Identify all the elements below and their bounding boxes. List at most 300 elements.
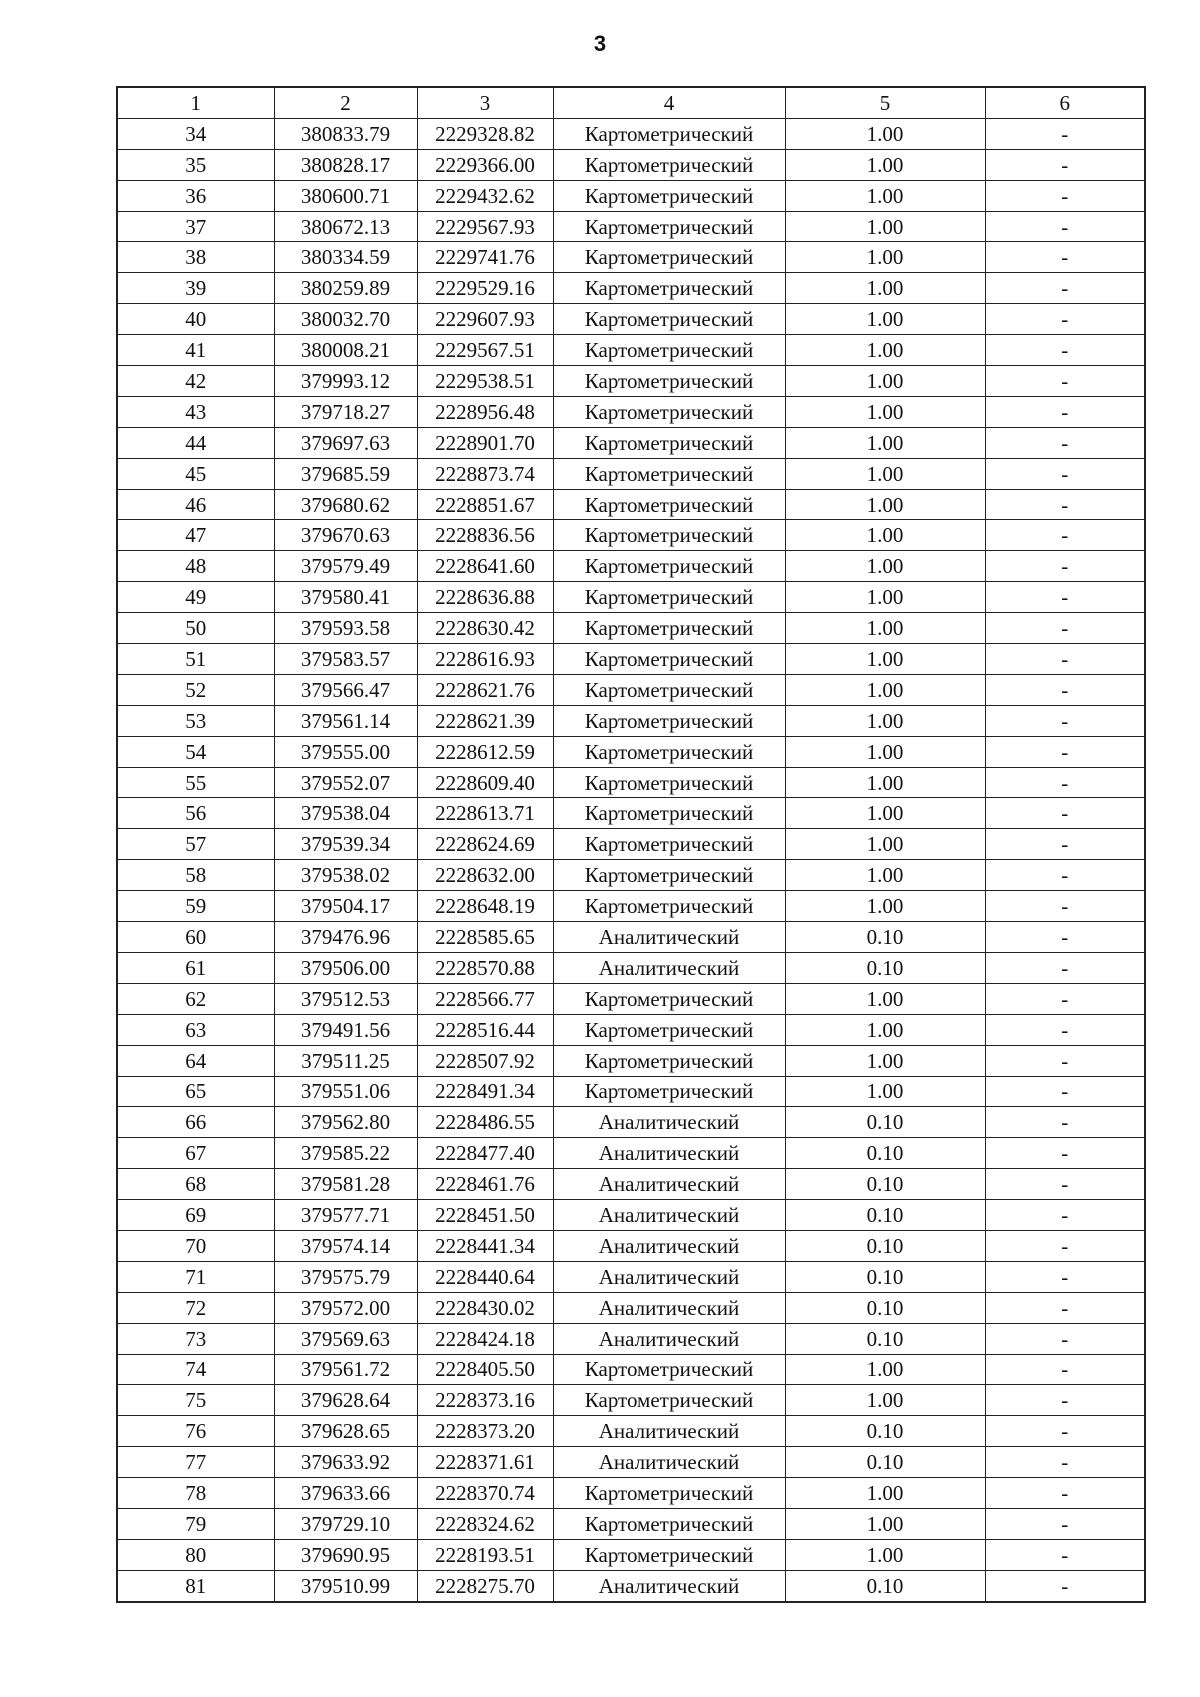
description-cell: - (985, 1323, 1145, 1354)
accuracy-cell: 1.00 (785, 366, 985, 397)
y-coordinate-cell: 2228461.76 (417, 1169, 553, 1200)
method-cell: Картометрический (553, 489, 785, 520)
accuracy-cell: 1.00 (785, 860, 985, 891)
description-cell: - (985, 644, 1145, 675)
method-cell: Картометрический (553, 582, 785, 613)
method-cell: Картометрический (553, 1014, 785, 1045)
x-coordinate-cell: 379574.14 (274, 1230, 417, 1261)
point-number-cell: 47 (117, 520, 274, 551)
accuracy-cell: 1.00 (785, 458, 985, 489)
x-coordinate-cell: 379561.72 (274, 1354, 417, 1385)
accuracy-cell: 0.10 (785, 1138, 985, 1169)
table-row (117, 1447, 1145, 1478)
accuracy-cell: 0.10 (785, 1230, 985, 1261)
x-coordinate-cell: 379491.56 (274, 1014, 417, 1045)
x-coordinate-cell: 379538.02 (274, 860, 417, 891)
description-cell: - (985, 1076, 1145, 1107)
y-coordinate-cell: 2228451.50 (417, 1200, 553, 1231)
description-cell: - (985, 1447, 1145, 1478)
x-coordinate-cell: 380600.71 (274, 180, 417, 211)
table-row (117, 674, 1145, 705)
y-coordinate-cell: 2228901.70 (417, 427, 553, 458)
description-cell: - (985, 458, 1145, 489)
y-coordinate-cell: 2228566.77 (417, 983, 553, 1014)
method-cell: Картометрический (553, 1045, 785, 1076)
accuracy-cell: 1.00 (785, 798, 985, 829)
x-coordinate-cell: 379555.00 (274, 736, 417, 767)
method-cell: Картометрический (553, 1354, 785, 1385)
point-number-cell: 53 (117, 705, 274, 736)
x-coordinate-cell: 379512.53 (274, 983, 417, 1014)
point-number-cell: 80 (117, 1539, 274, 1570)
accuracy-cell: 1.00 (785, 674, 985, 705)
x-coordinate-cell: 379690.95 (274, 1539, 417, 1570)
table-row (117, 1416, 1145, 1447)
y-coordinate-cell: 2228585.65 (417, 922, 553, 953)
x-coordinate-cell: 379580.41 (274, 582, 417, 613)
y-coordinate-cell: 2229366.00 (417, 149, 553, 180)
y-coordinate-cell: 2228613.71 (417, 798, 553, 829)
method-cell: Аналитический (553, 1138, 785, 1169)
accuracy-cell: 1.00 (785, 520, 985, 551)
table-row (117, 1508, 1145, 1539)
table-row (117, 1230, 1145, 1261)
accuracy-cell: 0.10 (785, 1570, 985, 1601)
accuracy-cell: 1.00 (785, 1076, 985, 1107)
method-cell: Картометрический (553, 705, 785, 736)
method-cell: Картометрический (553, 149, 785, 180)
method-cell: Аналитический (553, 1447, 785, 1478)
y-coordinate-cell: 2228275.70 (417, 1570, 553, 1601)
point-number-cell: 69 (117, 1200, 274, 1231)
table-body (117, 118, 1145, 1601)
x-coordinate-cell: 379561.14 (274, 705, 417, 736)
table-row (117, 1200, 1145, 1231)
accuracy-cell: 1.00 (785, 613, 985, 644)
method-cell: Картометрический (553, 1385, 785, 1416)
x-coordinate-cell: 379633.92 (274, 1447, 417, 1478)
description-cell: - (985, 1508, 1145, 1539)
table-row (117, 1478, 1145, 1509)
accuracy-cell: 1.00 (785, 983, 985, 1014)
x-coordinate-cell: 379572.00 (274, 1292, 417, 1323)
point-number-cell: 38 (117, 242, 274, 273)
description-cell: - (985, 304, 1145, 335)
method-cell: Картометрический (553, 551, 785, 582)
accuracy-cell: 0.10 (785, 1323, 985, 1354)
method-cell: Картометрический (553, 1076, 785, 1107)
description-cell: - (985, 829, 1145, 860)
y-coordinate-cell: 2228324.62 (417, 1508, 553, 1539)
y-coordinate-cell: 2229538.51 (417, 366, 553, 397)
y-coordinate-cell: 2228873.74 (417, 458, 553, 489)
header-cell-6: 6 (985, 87, 1145, 118)
description-cell: - (985, 582, 1145, 613)
accuracy-cell: 0.10 (785, 1200, 985, 1231)
x-coordinate-cell: 379510.99 (274, 1570, 417, 1601)
description-cell: - (985, 149, 1145, 180)
accuracy-cell: 1.00 (785, 211, 985, 242)
x-coordinate-cell: 379583.57 (274, 644, 417, 675)
y-coordinate-cell: 2228836.56 (417, 520, 553, 551)
point-number-cell: 65 (117, 1076, 274, 1107)
description-cell: - (985, 736, 1145, 767)
table-row (117, 1014, 1145, 1045)
description-cell: - (985, 335, 1145, 366)
point-number-cell: 56 (117, 798, 274, 829)
description-cell: - (985, 366, 1145, 397)
table-row (117, 1169, 1145, 1200)
y-coordinate-cell: 2228648.19 (417, 891, 553, 922)
table-header (117, 87, 1145, 118)
x-coordinate-cell: 379562.80 (274, 1107, 417, 1138)
description-cell: - (985, 273, 1145, 304)
method-cell: Картометрический (553, 798, 785, 829)
description-cell: - (985, 1478, 1145, 1509)
method-cell: Картометрический (553, 427, 785, 458)
table-row (117, 644, 1145, 675)
y-coordinate-cell: 2228373.16 (417, 1385, 553, 1416)
y-coordinate-cell: 2228424.18 (417, 1323, 553, 1354)
table-row (117, 180, 1145, 211)
y-coordinate-cell: 2229529.16 (417, 273, 553, 304)
table-row (117, 1323, 1145, 1354)
point-number-cell: 77 (117, 1447, 274, 1478)
table-row (117, 1138, 1145, 1169)
description-cell: - (985, 1570, 1145, 1601)
table-row (117, 335, 1145, 366)
point-number-cell: 46 (117, 489, 274, 520)
y-coordinate-cell: 2228491.34 (417, 1076, 553, 1107)
point-number-cell: 48 (117, 551, 274, 582)
point-number-cell: 66 (117, 1107, 274, 1138)
header-cell-1: 1 (117, 87, 274, 118)
y-coordinate-cell: 2228570.88 (417, 952, 553, 983)
description-cell: - (985, 551, 1145, 582)
description-cell: - (985, 1416, 1145, 1447)
accuracy-cell: 0.10 (785, 1261, 985, 1292)
description-cell: - (985, 180, 1145, 211)
method-cell: Картометрический (553, 674, 785, 705)
x-coordinate-cell: 379575.79 (274, 1261, 417, 1292)
description-cell: - (985, 1107, 1145, 1138)
accuracy-cell: 1.00 (785, 736, 985, 767)
x-coordinate-cell: 380008.21 (274, 335, 417, 366)
x-coordinate-cell: 380032.70 (274, 304, 417, 335)
table-row (117, 613, 1145, 644)
description-cell: - (985, 1385, 1145, 1416)
accuracy-cell: 1.00 (785, 644, 985, 675)
table-row (117, 427, 1145, 458)
point-number-cell: 35 (117, 149, 274, 180)
table-row (117, 1045, 1145, 1076)
table-row (117, 798, 1145, 829)
table-row (117, 1076, 1145, 1107)
accuracy-cell: 1.00 (785, 767, 985, 798)
header-cell-3: 3 (417, 87, 553, 118)
accuracy-cell: 1.00 (785, 1508, 985, 1539)
point-number-cell: 60 (117, 922, 274, 953)
accuracy-cell: 1.00 (785, 1478, 985, 1509)
method-cell: Аналитический (553, 1200, 785, 1231)
x-coordinate-cell: 379538.04 (274, 798, 417, 829)
header-row (117, 87, 1145, 118)
table-row (117, 1107, 1145, 1138)
x-coordinate-cell: 379593.58 (274, 613, 417, 644)
x-coordinate-cell: 379685.59 (274, 458, 417, 489)
point-number-cell: 70 (117, 1230, 274, 1261)
method-cell: Аналитический (553, 1292, 785, 1323)
method-cell: Картометрический (553, 366, 785, 397)
table-row (117, 983, 1145, 1014)
accuracy-cell: 1.00 (785, 1354, 985, 1385)
point-number-cell: 72 (117, 1292, 274, 1323)
page-number: 3 (593, 31, 607, 56)
method-cell: Картометрический (553, 242, 785, 273)
point-number-cell: 51 (117, 644, 274, 675)
description-cell: - (985, 211, 1145, 242)
y-coordinate-cell: 2228430.02 (417, 1292, 553, 1323)
description-cell: - (985, 118, 1145, 149)
x-coordinate-cell: 379718.27 (274, 396, 417, 427)
table-row (117, 396, 1145, 427)
x-coordinate-cell: 379577.71 (274, 1200, 417, 1231)
method-cell: Аналитический (553, 1230, 785, 1261)
accuracy-cell: 1.00 (785, 335, 985, 366)
point-number-cell: 55 (117, 767, 274, 798)
point-number-cell: 52 (117, 674, 274, 705)
description-cell: - (985, 520, 1145, 551)
table-row (117, 273, 1145, 304)
y-coordinate-cell: 2228636.88 (417, 582, 553, 613)
accuracy-cell: 1.00 (785, 1539, 985, 1570)
y-coordinate-cell: 2228516.44 (417, 1014, 553, 1045)
description-cell: - (985, 922, 1145, 953)
point-number-cell: 79 (117, 1508, 274, 1539)
x-coordinate-cell: 379539.34 (274, 829, 417, 860)
description-cell: - (985, 1261, 1145, 1292)
accuracy-cell: 1.00 (785, 304, 985, 335)
description-cell: - (985, 767, 1145, 798)
table-row (117, 829, 1145, 860)
description-cell: - (985, 1354, 1145, 1385)
description-cell: - (985, 983, 1145, 1014)
method-cell: Аналитический (553, 1570, 785, 1601)
method-cell: Картометрический (553, 736, 785, 767)
description-cell: - (985, 798, 1145, 829)
method-cell: Картометрический (553, 1478, 785, 1509)
x-coordinate-cell: 379729.10 (274, 1508, 417, 1539)
method-cell: Картометрический (553, 891, 785, 922)
point-number-cell: 81 (117, 1570, 274, 1601)
x-coordinate-cell: 379680.62 (274, 489, 417, 520)
table-row (117, 860, 1145, 891)
point-number-cell: 42 (117, 366, 274, 397)
point-number-cell: 67 (117, 1138, 274, 1169)
table-row (117, 1385, 1145, 1416)
accuracy-cell: 0.10 (785, 1107, 985, 1138)
method-cell: Аналитический (553, 952, 785, 983)
table-row (117, 1354, 1145, 1385)
accuracy-cell: 1.00 (785, 829, 985, 860)
x-coordinate-cell: 379552.07 (274, 767, 417, 798)
accuracy-cell: 1.00 (785, 1014, 985, 1045)
table-row (117, 520, 1145, 551)
table-row (117, 767, 1145, 798)
x-coordinate-cell: 379585.22 (274, 1138, 417, 1169)
point-number-cell: 39 (117, 273, 274, 304)
point-number-cell: 59 (117, 891, 274, 922)
accuracy-cell: 0.10 (785, 1447, 985, 1478)
point-number-cell: 34 (117, 118, 274, 149)
y-coordinate-cell: 2228371.61 (417, 1447, 553, 1478)
y-coordinate-cell: 2228486.55 (417, 1107, 553, 1138)
accuracy-cell: 1.00 (785, 582, 985, 613)
point-number-cell: 74 (117, 1354, 274, 1385)
x-coordinate-cell: 379993.12 (274, 366, 417, 397)
coordinates-table (116, 86, 1146, 1603)
method-cell: Картометрический (553, 1539, 785, 1570)
accuracy-cell: 0.10 (785, 1292, 985, 1323)
method-cell: Картометрический (553, 396, 785, 427)
description-cell: - (985, 613, 1145, 644)
accuracy-cell: 1.00 (785, 180, 985, 211)
method-cell: Картометрический (553, 304, 785, 335)
accuracy-cell: 1.00 (785, 242, 985, 273)
method-cell: Картометрический (553, 1508, 785, 1539)
point-number-cell: 75 (117, 1385, 274, 1416)
accuracy-cell: 1.00 (785, 1385, 985, 1416)
point-number-cell: 64 (117, 1045, 274, 1076)
description-cell: - (985, 396, 1145, 427)
accuracy-cell: 1.00 (785, 396, 985, 427)
method-cell: Картометрический (553, 767, 785, 798)
method-cell: Аналитический (553, 1107, 785, 1138)
description-cell: - (985, 1230, 1145, 1261)
header-cell-4: 4 (553, 87, 785, 118)
method-cell: Картометрический (553, 829, 785, 860)
description-cell: - (985, 1292, 1145, 1323)
accuracy-cell: 1.00 (785, 1045, 985, 1076)
accuracy-cell: 0.10 (785, 1169, 985, 1200)
point-number-cell: 68 (117, 1169, 274, 1200)
point-number-cell: 61 (117, 952, 274, 983)
point-number-cell: 43 (117, 396, 274, 427)
description-cell: - (985, 952, 1145, 983)
method-cell: Аналитический (553, 1261, 785, 1292)
y-coordinate-cell: 2228370.74 (417, 1478, 553, 1509)
y-coordinate-cell: 2228612.59 (417, 736, 553, 767)
y-coordinate-cell: 2228851.67 (417, 489, 553, 520)
description-cell: - (985, 705, 1145, 736)
y-coordinate-cell: 2229328.82 (417, 118, 553, 149)
table-row (117, 1292, 1145, 1323)
point-number-cell: 49 (117, 582, 274, 613)
description-cell: - (985, 1169, 1145, 1200)
accuracy-cell: 0.10 (785, 1416, 985, 1447)
y-coordinate-cell: 2228616.93 (417, 644, 553, 675)
description-cell: - (985, 489, 1145, 520)
accuracy-cell: 1.00 (785, 118, 985, 149)
x-coordinate-cell: 379476.96 (274, 922, 417, 953)
method-cell: Аналитический (553, 1323, 785, 1354)
description-cell: - (985, 674, 1145, 705)
accuracy-cell: 1.00 (785, 427, 985, 458)
y-coordinate-cell: 2228632.00 (417, 860, 553, 891)
description-cell: - (985, 1539, 1145, 1570)
table-row (117, 242, 1145, 273)
x-coordinate-cell: 379628.65 (274, 1416, 417, 1447)
accuracy-cell: 1.00 (785, 705, 985, 736)
x-coordinate-cell: 379670.63 (274, 520, 417, 551)
description-cell: - (985, 860, 1145, 891)
y-coordinate-cell: 2228373.20 (417, 1416, 553, 1447)
table-row (117, 458, 1145, 489)
description-cell: - (985, 427, 1145, 458)
method-cell: Картометрический (553, 273, 785, 304)
point-number-cell: 57 (117, 829, 274, 860)
x-coordinate-cell: 380833.79 (274, 118, 417, 149)
y-coordinate-cell: 2228405.50 (417, 1354, 553, 1385)
table-row (117, 551, 1145, 582)
point-number-cell: 62 (117, 983, 274, 1014)
y-coordinate-cell: 2228641.60 (417, 551, 553, 582)
method-cell: Картометрический (553, 335, 785, 366)
y-coordinate-cell: 2228507.92 (417, 1045, 553, 1076)
accuracy-cell: 1.00 (785, 149, 985, 180)
table-row (117, 952, 1145, 983)
accuracy-cell: 0.10 (785, 922, 985, 953)
method-cell: Картометрический (553, 180, 785, 211)
method-cell: Картометрический (553, 458, 785, 489)
point-number-cell: 58 (117, 860, 274, 891)
x-coordinate-cell: 380259.89 (274, 273, 417, 304)
table-row (117, 582, 1145, 613)
x-coordinate-cell: 379581.28 (274, 1169, 417, 1200)
point-number-cell: 54 (117, 736, 274, 767)
y-coordinate-cell: 2229741.76 (417, 242, 553, 273)
method-cell: Картометрический (553, 644, 785, 675)
point-number-cell: 40 (117, 304, 274, 335)
x-coordinate-cell: 379633.66 (274, 1478, 417, 1509)
accuracy-cell: 1.00 (785, 489, 985, 520)
point-number-cell: 37 (117, 211, 274, 242)
table-row (117, 489, 1145, 520)
y-coordinate-cell: 2228477.40 (417, 1138, 553, 1169)
description-cell: - (985, 1014, 1145, 1045)
x-coordinate-cell: 379566.47 (274, 674, 417, 705)
method-cell: Картометрический (553, 613, 785, 644)
y-coordinate-cell: 2228609.40 (417, 767, 553, 798)
y-coordinate-cell: 2229567.51 (417, 335, 553, 366)
point-number-cell: 63 (117, 1014, 274, 1045)
x-coordinate-cell: 380828.17 (274, 149, 417, 180)
method-cell: Картометрический (553, 860, 785, 891)
point-number-cell: 71 (117, 1261, 274, 1292)
description-cell: - (985, 1200, 1145, 1231)
x-coordinate-cell: 380334.59 (274, 242, 417, 273)
description-cell: - (985, 1138, 1145, 1169)
header-cell-2: 2 (274, 87, 417, 118)
accuracy-cell: 1.00 (785, 891, 985, 922)
point-number-cell: 36 (117, 180, 274, 211)
description-cell: - (985, 1045, 1145, 1076)
point-number-cell: 73 (117, 1323, 274, 1354)
method-cell: Аналитический (553, 922, 785, 953)
method-cell: Картометрический (553, 211, 785, 242)
y-coordinate-cell: 2229567.93 (417, 211, 553, 242)
x-coordinate-cell: 379579.49 (274, 551, 417, 582)
